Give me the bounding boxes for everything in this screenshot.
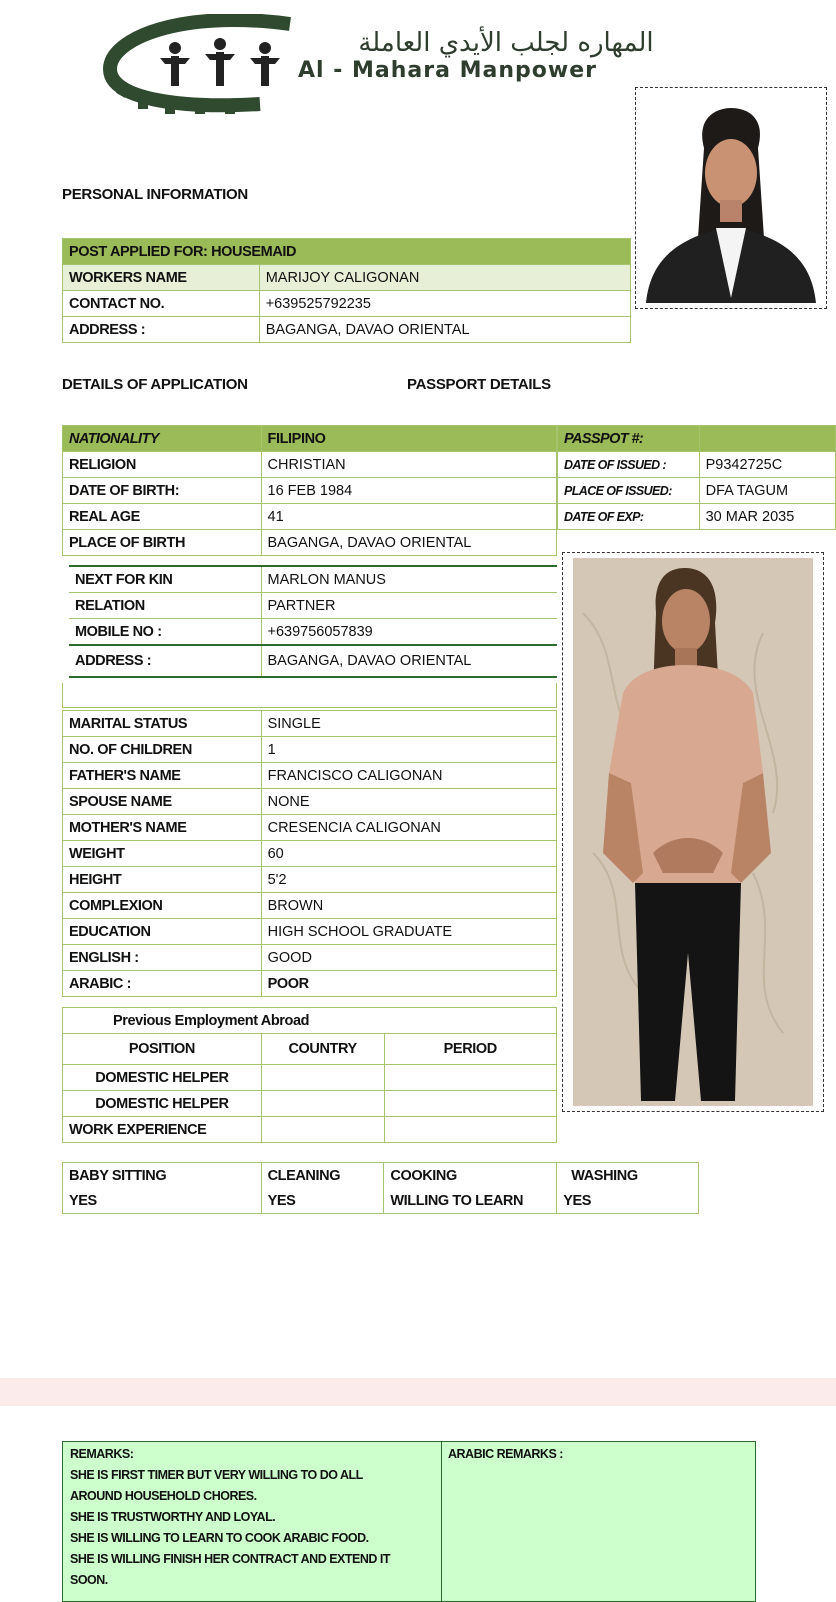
page-break-band (0, 1378, 836, 1406)
profile-label: NO. OF CHILDREN (63, 737, 262, 763)
table-row (63, 265, 631, 291)
table-row (63, 815, 557, 841)
dob-value: 16 FEB 1984 (261, 478, 556, 504)
skills-table (62, 1162, 699, 1214)
table-row (63, 737, 557, 763)
details-table (62, 425, 557, 556)
expiry-value: 30 MAR 2035 (699, 504, 835, 530)
table-row (63, 789, 557, 815)
position-header: POSITION (63, 1034, 262, 1065)
country-header: COUNTRY (261, 1034, 384, 1065)
skill-value: YES (63, 1188, 262, 1214)
profile-label: SPOUSE NAME (63, 789, 262, 815)
passport-number-label: PASSPOT #: (558, 426, 700, 452)
table-row (63, 919, 557, 945)
employment-period (384, 1065, 556, 1091)
kin-mobile-value: +639756057839 (261, 619, 557, 646)
remarks-line: SHE IS TRUSTWORTHY AND LOYAL. (70, 1510, 276, 1524)
table-row (63, 867, 557, 893)
table-row (63, 1034, 557, 1065)
employment-country (261, 1091, 384, 1117)
skill-value: YES (557, 1188, 699, 1214)
skill-header: CLEANING (261, 1163, 384, 1189)
workers-name-label: WORKERS NAME (63, 265, 260, 291)
skill-value: YES (261, 1188, 384, 1214)
skill-header: COOKING (384, 1163, 557, 1189)
table-row (63, 478, 557, 504)
table-row (63, 1091, 557, 1117)
workers-name-value: MARIJOY CALIGONAN (259, 265, 630, 291)
nationality-label: NATIONALITY (63, 426, 262, 452)
remarks-line: SHE IS FIRST TIMER BUT VERY WILLING TO DO ALL (70, 1468, 363, 1482)
profile-label: EDUCATION (63, 919, 262, 945)
table-row (63, 1117, 557, 1143)
work-experience-label: WORK EXPERIENCE (63, 1117, 262, 1143)
arabic-remarks-label: ARABIC REMARKS : (448, 1447, 563, 1461)
table-row (63, 504, 557, 530)
skill-header: BABY SITTING (63, 1163, 262, 1189)
expiry-label: DATE OF EXP: (558, 504, 700, 530)
profile-label: WEIGHT (63, 841, 262, 867)
table-row (63, 530, 557, 556)
profile-value: 1 (261, 737, 556, 763)
skill-header: WASHING (557, 1163, 699, 1189)
personal-info-table (62, 238, 631, 343)
table-row (63, 291, 631, 317)
profile-value: 60 (261, 841, 556, 867)
table-row (63, 893, 557, 919)
kin-mobile-label: MOBILE NO : (69, 619, 261, 646)
table-row (63, 841, 557, 867)
table-row (63, 1008, 557, 1034)
age-label: REAL AGE (63, 504, 262, 530)
empty-cell (384, 1117, 556, 1143)
table-row (63, 1065, 557, 1091)
section-title-personal: PERSONAL INFORMATION (62, 186, 248, 203)
employment-country (261, 1065, 384, 1091)
profile-label: FATHER'S NAME (63, 763, 262, 789)
remarks-line: SHE IS WILLING TO LEARN TO COOK ARABIC FOOD. (70, 1531, 369, 1545)
dob-label: DATE OF BIRTH: (63, 478, 262, 504)
table-row (63, 452, 557, 478)
nationality-value: FILIPINO (261, 426, 556, 452)
profile-value: BROWN (261, 893, 556, 919)
empty-cell (261, 1117, 384, 1143)
table-row (558, 426, 836, 452)
table-row (558, 478, 836, 504)
religion-label: RELIGION (63, 452, 262, 478)
table-row (63, 426, 557, 452)
profile-label: HEIGHT (63, 867, 262, 893)
pob-label: PLACE OF BIRTH (63, 530, 262, 556)
section-title-passport: PASSPORT DETAILS (407, 376, 551, 393)
issued-date-label: DATE OF ISSUED : (558, 452, 700, 478)
logo-arabic-text: المهاره لجلب الأيدي العاملة (358, 28, 654, 58)
remarks-line: SHE IS WILLING FINISH HER CONTRACT AND EXTEND IT (70, 1552, 390, 1566)
employment-title: Previous Employment Abroad (63, 1008, 557, 1034)
remarks-label: REMARKS: (70, 1447, 134, 1461)
profile-label: MOTHER'S NAME (63, 815, 262, 841)
table-row (63, 763, 557, 789)
table-row (69, 619, 557, 646)
relation-value: PARTNER (261, 593, 557, 619)
issued-place-label: PLACE OF ISSUED: (558, 478, 700, 504)
period-header: PERIOD (384, 1034, 556, 1065)
employment-position: DOMESTIC HELPER (63, 1091, 262, 1117)
profile-label: ENGLISH : (63, 945, 262, 971)
issued-date-value: P9342725C (699, 452, 835, 478)
remarks-line: AROUND HOUSEHOLD CHORES. (70, 1489, 257, 1503)
profile-table (62, 710, 557, 997)
kin-address-label: ADDRESS : (69, 645, 261, 677)
profile-value: HIGH SCHOOL GRADUATE (261, 919, 556, 945)
profile-value: FRANCISCO CALIGONAN (261, 763, 556, 789)
table-row (558, 504, 836, 530)
age-value: 41 (261, 504, 556, 530)
table-row (63, 317, 631, 343)
kin-name-label: NEXT FOR KIN (69, 566, 261, 593)
table-row (63, 971, 557, 997)
table-row (69, 645, 557, 677)
profile-value: CRESENCIA CALIGONAN (261, 815, 556, 841)
employment-table (62, 1007, 557, 1143)
full-body-photo (562, 552, 824, 1112)
relation-label: RELATION (69, 593, 261, 619)
skill-value: WILLING TO LEARN (384, 1188, 557, 1214)
profile-value: 5'2 (261, 867, 556, 893)
passport-table (557, 425, 836, 530)
contact-label: CONTACT NO. (63, 291, 260, 317)
employment-position: DOMESTIC HELPER (63, 1065, 262, 1091)
next-of-kin-table (69, 565, 557, 678)
table-row (69, 593, 557, 619)
remarks-lines (70, 1465, 435, 1591)
full-body-photo-image (563, 553, 823, 1111)
profile-label: ARABIC : (63, 971, 262, 997)
issued-place-value: DFA TAGUM (699, 478, 835, 504)
table-row (63, 945, 557, 971)
religion-value: CHRISTIAN (261, 452, 556, 478)
table-row (558, 452, 836, 478)
table-row (63, 711, 557, 737)
pob-value: BAGANGA, DAVAO ORIENTAL (261, 530, 556, 556)
profile-value: NONE (261, 789, 556, 815)
profile-label: MARITAL STATUS (63, 711, 262, 737)
table-row (69, 566, 557, 593)
contact-value: +639525792235 (259, 291, 630, 317)
profile-value: SINGLE (261, 711, 556, 737)
employment-period (384, 1091, 556, 1117)
portrait-photo (635, 87, 827, 309)
remarks-line: SOON. (70, 1573, 108, 1587)
post-applied: POST APPLIED FOR: HOUSEMAID (63, 239, 631, 265)
portrait-photo-image (636, 88, 826, 308)
remarks-divider (441, 1442, 442, 1601)
table-row (63, 239, 631, 265)
passport-number-value (699, 426, 835, 452)
profile-value: GOOD (261, 945, 556, 971)
table-row (63, 1188, 699, 1214)
table-row (63, 1163, 699, 1189)
profile-label: COMPLEXION (63, 893, 262, 919)
address-label: ADDRESS : (63, 317, 260, 343)
remarks-box (62, 1441, 756, 1602)
gear-logo-icon (60, 14, 300, 114)
profile-value: POOR (261, 971, 556, 997)
spacer-row (62, 683, 557, 708)
kin-name-value: MARLON MANUS (261, 566, 557, 593)
kin-address-value: BAGANGA, DAVAO ORIENTAL (261, 645, 557, 677)
logo-english-text: Al - Mahara Manpower (298, 58, 597, 83)
address-value: BAGANGA, DAVAO ORIENTAL (259, 317, 630, 343)
section-title-details: DETAILS OF APPLICATION (62, 376, 248, 393)
